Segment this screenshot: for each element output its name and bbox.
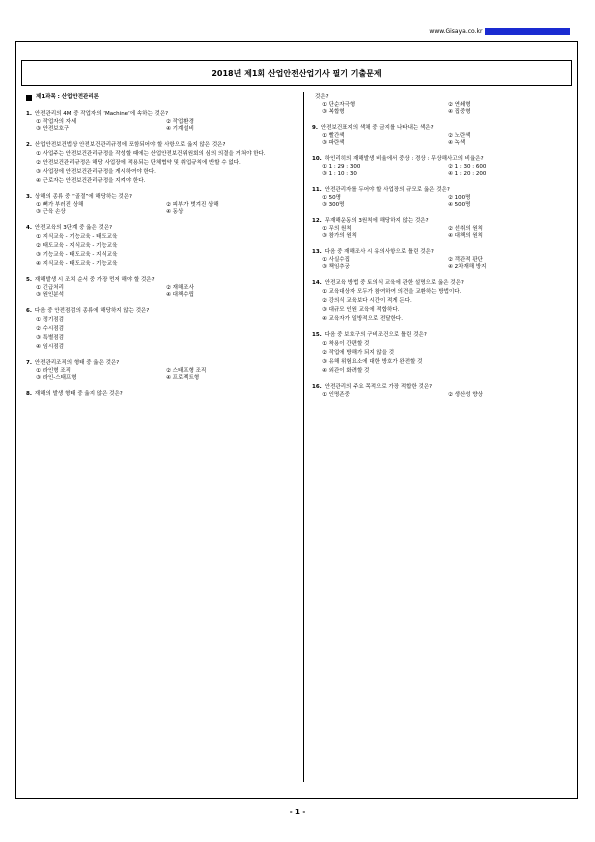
- question-text: 재해발생 시 조치 순서 중 가장 먼저 해야 할 것은?: [34, 277, 155, 283]
- answer-option: ③ 300명: [322, 202, 345, 208]
- answer-option: ④ 집중형: [448, 109, 471, 115]
- question-stem: [26, 142, 296, 149]
- question-text: 안전교육 방법 중 토의식 교육에 관한 설명으로 옳은 것은?: [324, 280, 464, 286]
- answer-option: ④ 대책의 원칙: [448, 233, 483, 239]
- question: [312, 332, 574, 375]
- answer-option: ② 객관적 판단: [448, 257, 483, 263]
- question: [312, 156, 574, 178]
- option-grid: [312, 195, 574, 209]
- question-text: 안전관리조직의 형태 중 옳은 것은?: [34, 360, 120, 366]
- question-number: 1.: [26, 111, 32, 117]
- question-stem: [26, 360, 296, 367]
- answer-option: ④ 대책수립: [166, 292, 194, 298]
- answer-option: ① 뼈가 부러진 상해: [36, 202, 84, 208]
- answer-option: ② 연쇄형: [448, 102, 471, 108]
- question-text: 무재해운동의 3원칙에 해당하지 않는 것은?: [324, 218, 429, 224]
- answer-option: ① 교육대상자 모두가 참여하여 의견을 교환하는 방법이다.: [322, 289, 462, 295]
- question-stem: [312, 332, 574, 339]
- question: [312, 187, 574, 209]
- answer-option: ④ 2차재해 방지: [448, 264, 487, 270]
- question-number: 6.: [26, 308, 32, 314]
- question-stem: [26, 308, 296, 315]
- answer-option: ① 50명: [322, 195, 341, 201]
- answer-option: ② 강의식 교육보다 시간이 적게 든다.: [322, 298, 412, 304]
- answer-option: ② 100명: [448, 195, 471, 201]
- answer-option: ② 수시점검: [36, 326, 64, 332]
- answer-option: ② 재해조사: [166, 285, 194, 291]
- right-column: [312, 94, 574, 408]
- option-grid: [312, 133, 574, 147]
- question: [26, 111, 296, 133]
- question: [312, 249, 574, 271]
- question: [312, 94, 574, 116]
- answer-option: ① 지식교육 - 기능교육 - 태도교육: [36, 234, 118, 240]
- question-stem: [26, 194, 296, 201]
- answer-option: ② 작업에 방해가 되지 않을 것: [322, 350, 395, 356]
- option-grid: [312, 226, 574, 240]
- section-label: 제1과목 : 산업안전관리론: [36, 94, 99, 100]
- answer-option: ③ 참가의 원칙: [322, 233, 357, 239]
- question-stem: [312, 156, 574, 163]
- question-number: 14.: [312, 280, 322, 286]
- question-text: 산업안전보건법상 안전보건관리규정에 포함되어야 할 사항으로 옳지 않은 것은?: [34, 142, 226, 148]
- question-number: 3.: [26, 194, 32, 200]
- answer-option: ③ 라인-스태프형: [36, 375, 77, 381]
- question-text: 상해의 종류 중 “골절”에 해당하는 것은?: [34, 194, 132, 200]
- answer-option: ④ 교육자가 일방적으로 전달한다.: [322, 316, 403, 322]
- answer-option: ④ 외관이 화려할 것: [322, 368, 370, 374]
- answer-option: ① 사실수집: [322, 257, 350, 263]
- answer-option: ③ 기능교육 - 태도교육 - 지식교육: [36, 252, 118, 258]
- question: [312, 125, 574, 147]
- question-stem: [312, 94, 574, 101]
- answer-option: ④ 지식교육 - 태도교육 - 기능교육: [36, 261, 118, 267]
- answer-option: ② 노란색: [448, 133, 471, 139]
- answer-option: ① 무의 원칙: [322, 226, 352, 232]
- question-text: 다음 중 안전점검의 종류에 해당하지 않는 것은?: [34, 308, 150, 314]
- question: [26, 391, 296, 398]
- answer-option: ② 스태프형 조직: [166, 368, 207, 374]
- answer-option: ① 라인형 조직: [36, 368, 71, 374]
- question-number: 2.: [26, 142, 32, 148]
- option-grid: [26, 368, 296, 382]
- question-number: 11.: [312, 187, 322, 193]
- question-number: 10.: [312, 156, 322, 162]
- question-text: 안전교육의 3단계 중 옳은 것은?: [34, 225, 113, 231]
- question: [312, 218, 574, 240]
- answer-option: ④ 임시점검: [36, 344, 64, 350]
- answer-option: ③ 안전보호구: [36, 126, 70, 132]
- answer-option: ③ 복합형: [322, 109, 345, 115]
- left-column: [26, 94, 296, 407]
- answer-option: ① 빨간색: [322, 133, 345, 139]
- question-number: 16.: [312, 384, 322, 390]
- option-grid: [312, 102, 574, 116]
- answer-option: ② 태도교육 - 지식교육 - 기능교육: [36, 243, 118, 249]
- question-stem: [26, 277, 296, 284]
- answer-option: ② 선취의 원칙: [448, 226, 483, 232]
- question: [26, 308, 296, 351]
- question-stem: [312, 187, 574, 194]
- option-grid: [26, 119, 296, 133]
- answer-option: ④ 근로자는 안전보건관리규정을 지켜야 한다.: [36, 178, 146, 184]
- option-grid: [312, 257, 574, 271]
- option-grid: [26, 285, 296, 299]
- question-number: 5.: [26, 277, 32, 283]
- answer-option: ③ 원인분석: [36, 292, 64, 298]
- question: [312, 384, 574, 399]
- question-number: 13.: [312, 249, 322, 255]
- answer-option: ③ 대규모 인원 교육에 적합하다.: [322, 307, 400, 313]
- answer-option: ② 1 : 30 : 600: [448, 164, 487, 170]
- question: [26, 194, 296, 216]
- answer-option: ③ 근육 손상: [36, 209, 66, 215]
- question: [312, 280, 574, 323]
- question-stem: [312, 125, 574, 132]
- answer-option: ① 인명존중: [322, 392, 350, 398]
- question-stem: [26, 111, 296, 118]
- question-stem: [312, 280, 574, 287]
- answer-option: ① 사업주는 안전보건관리규정을 작성할 때에는 산업안전보건위원회의 심의 의결을 거쳐야 한다.: [36, 151, 266, 157]
- question-text: 안전보건표지의 색채 중 금지를 나타내는 색은?: [320, 125, 434, 131]
- answer-option: ③ 특별점검: [36, 335, 64, 341]
- question: [26, 225, 296, 268]
- section-heading: [26, 94, 296, 101]
- answer-option: ④ 동상: [166, 209, 184, 215]
- page-title: 2018년 제1회 산업안전산업기사 필기 기출문제: [21, 60, 572, 86]
- answer-option: ① 착용이 간편할 것: [322, 341, 370, 347]
- question-number: 7.: [26, 360, 32, 366]
- question-number: 8.: [26, 391, 32, 397]
- question-stem: [26, 391, 296, 398]
- option-grid: [26, 202, 296, 216]
- question-stem: [312, 218, 574, 225]
- question-text: 안전관리의 주요 목적으로 가장 적합한 것은?: [324, 384, 433, 390]
- square-bullet-icon: [26, 95, 32, 101]
- answer-option: ② 작업환경: [166, 119, 194, 125]
- page-number: - 1 -: [289, 808, 306, 816]
- question-text: 다음 중 재해조사 시 유의사항으로 틀린 것은?: [324, 249, 434, 255]
- site-name: www.Gisaya.co.kr: [429, 28, 483, 35]
- site-link[interactable]: http://www.gisaya.co.kr: [487, 28, 568, 35]
- answer-option: ④ 기계설비: [166, 126, 194, 132]
- question-text: 안전관리자를 두어야 할 사업장의 규모로 옳은 것은?: [324, 187, 450, 193]
- option-grid: [312, 392, 574, 399]
- answer-option: ③ 1 : 10 : 30: [322, 171, 357, 177]
- answer-option: ① 긴급처리: [36, 285, 64, 291]
- answer-option: ① 정기점검: [36, 317, 64, 323]
- answer-option: ③ 유해 위험요소에 대한 방호가 완전할 것: [322, 359, 423, 365]
- question-text: 다음 중 보호구의 구비조건으로 틀린 것은?: [324, 332, 427, 338]
- answer-option: ④ 녹색: [448, 140, 466, 146]
- answer-option: ① 단순자극형: [322, 102, 356, 108]
- question-number: 9.: [312, 125, 318, 131]
- answer-option: ④ 프로젝트형: [166, 375, 200, 381]
- question-stem: [312, 384, 574, 391]
- answer-option: ② 피부가 벗겨진 상해: [166, 202, 219, 208]
- question: [26, 360, 296, 382]
- answer-option: ③ 사업장에 안전보건관리규정을 게시하여야 한다.: [36, 169, 156, 175]
- answer-option: ④ 1 : 20 : 200: [448, 171, 487, 177]
- answer-option: ② 안전보건관리규정은 해당 사업장에 적용되는 단체협약 및 취업규칙에 반할 수 없다.: [36, 160, 241, 166]
- question-stem: [26, 225, 296, 232]
- header-url: [429, 28, 570, 35]
- question-stem: [312, 249, 574, 256]
- left-question-list: [26, 111, 296, 398]
- answer-option: ③ 책임추궁: [322, 264, 350, 270]
- option-grid: [312, 164, 574, 178]
- answer-option: ① 1 : 29 : 300: [322, 164, 361, 170]
- question-number: 4.: [26, 225, 32, 231]
- question-number: 15.: [312, 332, 322, 338]
- question-text: 안전관리의 4M 중 작업자의 ‘Machine’에 속하는 것은?: [34, 111, 169, 117]
- question-text: 하인리히의 재해발생 비율에서 중상 : 경상 : 무상해사고의 비율은?: [324, 156, 484, 162]
- question-text: 것은?: [315, 94, 329, 100]
- answer-option: ③ 파란색: [322, 140, 345, 146]
- right-question-list: [312, 94, 574, 399]
- question: [26, 277, 296, 299]
- question: [26, 142, 296, 185]
- question-text: 재해의 발생 형태 중 옳지 않은 것은?: [34, 391, 123, 397]
- column-divider: [303, 92, 304, 782]
- answer-option: ① 작업자의 자세: [36, 119, 77, 125]
- answer-option: ② 생산성 향상: [448, 392, 483, 398]
- answer-option: ④ 500명: [448, 202, 471, 208]
- question-number: 12.: [312, 218, 322, 224]
